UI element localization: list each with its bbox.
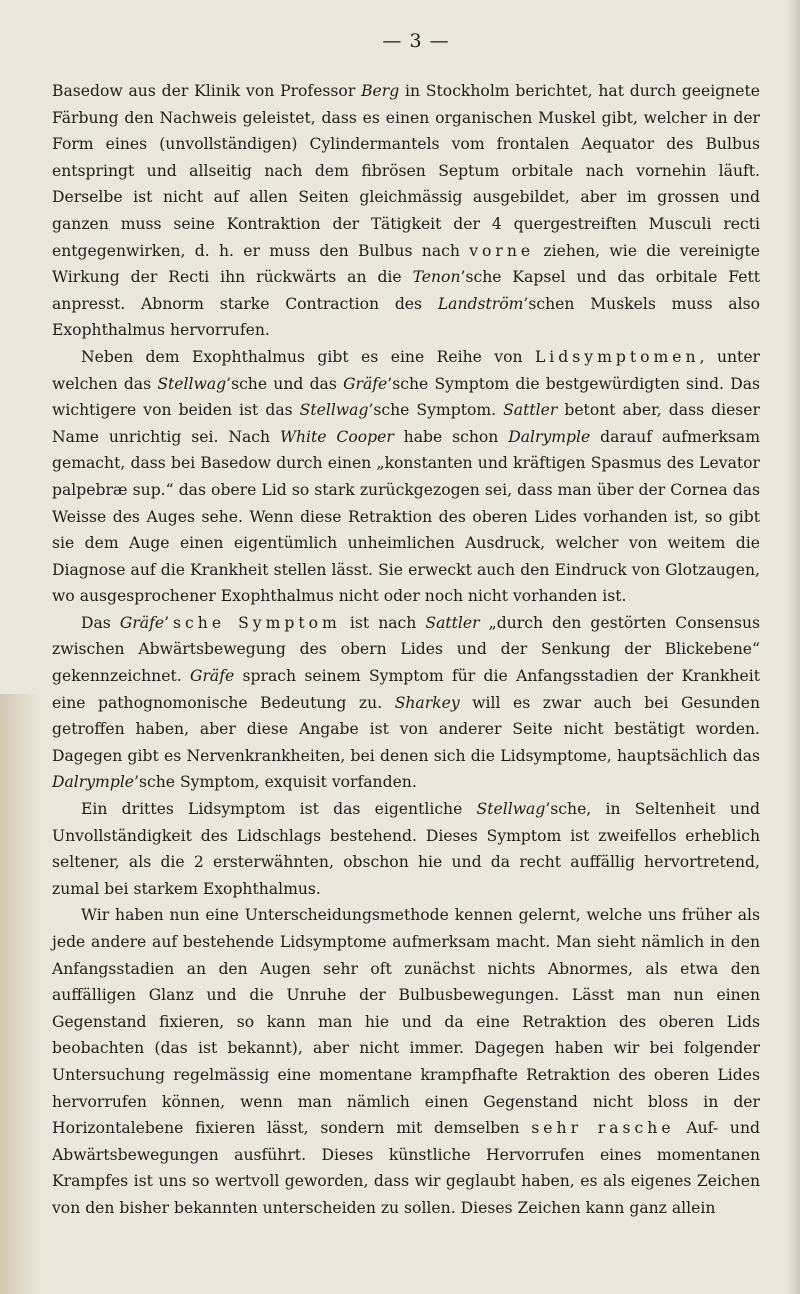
paragraph-3 xyxy=(52,610,760,796)
text-run: ’sche Symptom die bestgewürdigten sind. Das wichtigere von beiden ist das xyxy=(52,374,761,420)
italic-name: Stellwag xyxy=(157,374,227,393)
text-run: ’schen Muskels muss also Exophthalmus hervorrufen. xyxy=(52,294,760,340)
italic-name: White Cooper xyxy=(279,427,394,446)
text-run: darauf aufmerksam gemacht, dass bei Basedow durch einen „konstanten und kräftigen Spasmus des Levator palpebræ sup.“ das obere Lid so stark zurückgezogen sei, dass man über der Cornea das Weisse des Auges sehe. Wenn diese Retraktion des oberen Lides vorhanden ist, so gibt sie dem Auge einen eigentümlich unheimlichen Ausdruck, welcher von weitem die Diagnose auf die Krankheit stellen lässt. Sie erweckt auch den Eindruck von Glotzaugen, wo ausgesprochener Exophthalmus nicht oder noch nicht vorhanden ist. xyxy=(52,427,761,606)
text-run: Basedow aus der Klinik von Professor xyxy=(52,82,362,100)
text-run: sprach seinem Symptom für die Anfangsstadien der Krankheit eine pathognomonische Bedeutung zu. xyxy=(52,667,760,712)
paragraph-2 xyxy=(52,344,760,610)
text-run: Ein drittes Lidsymptom ist das eigentliche xyxy=(81,800,477,819)
text-run: in Stockholm berichtet, hat durch geeignete Färbung den Nachweis geleistet, dass es einen organischen Muskel gibt, welcher in der Form eines (unvollständigen) Cylindermantels vom frontalen Aequator des Bulbus entspringt und allseitig nach dem fibrösen Septum orbitale nach vornehin läuft. Derselbe ist nicht auf allen Seiten gleichmässig ausgebildet, aber im grossen und ganzen muss seine Kontraktion der Tätigkeit der 4 quergestreiften Musculi recti entgegenwirken, d. h. er muss den Bulbus nach xyxy=(52,82,760,260)
italic-name: Dalrymple xyxy=(52,773,135,792)
italic-name: Berg xyxy=(361,82,400,100)
text-run: , unter welchen das xyxy=(52,347,760,393)
italic-name: Tenon xyxy=(412,268,461,287)
spaced-emphasis: Lidsymptomen xyxy=(534,347,700,366)
text-run: will es zwar auch bei Gesunden getroffen haben, aber diese Angabe ist von anderer Seite nicht bestätigt worden. Dagegen gibt es Nervenkrankheiten, bei denen sich die Lidsymptome, hauptsächlich das xyxy=(52,693,760,765)
italic-name: Gräfe xyxy=(343,374,388,393)
text-run: Wir haben nun eine Unterscheidungsmethode kennen gelernt, welche uns früher als jede andere auf bestehende Lidsymptome aufmerksam macht. Man sieht nämlich in den Anfangsstadien an den Augen sehr oft zunächst nichts Abnormes, als etwa den auffälligen Glanz und die Unruhe der Bulbusbewegungen. Lässt man nun einen Gegenstand fixieren, so kann man hie und da eine Retraktion des oberen Lids beobachten (das ist bekannt), aber nicht immer. Dagegen haben wir bei folgender Untersuchung regelmässig eine momentane krampfhafte Retraktion des oberen Lides hervorrufen können, wenn man nämlich einen Gegenstand nicht bloss in der Horizontalebene fixieren lässt, sondern mit demselben xyxy=(52,906,760,1138)
spaced-emphasis: ’sche Symptom xyxy=(164,613,341,632)
italic-name: Dalrymple xyxy=(508,427,591,446)
text-run: Das xyxy=(81,613,120,632)
italic-name: Sharkey xyxy=(394,693,460,712)
italic-name: Gräfe xyxy=(190,667,235,686)
text-run: ist nach xyxy=(340,613,426,632)
italic-name: Gräfe xyxy=(119,613,165,632)
text-run: ziehen, wie die vereinigte Wirkung der Recti ihn rückwärts an die xyxy=(52,241,760,287)
spaced-emphasis: vorne xyxy=(469,241,535,260)
italic-name: Stellwag xyxy=(299,401,369,420)
paragraph-5 xyxy=(52,902,760,1221)
text-run: ’sche Symptom, exquisit vorfanden. xyxy=(134,773,417,792)
text-run: ’sche Symptom. xyxy=(368,401,504,420)
italic-name: Stellwag xyxy=(476,800,546,819)
italic-name: Sattler xyxy=(503,401,558,420)
text-run: ’sche und das xyxy=(226,374,344,393)
text-run: habe schon xyxy=(393,427,509,446)
italic-name: Sattler xyxy=(425,613,480,632)
page-edge-shadow xyxy=(786,0,800,1294)
text-run: „durch den gestörten Consensus zwischen Abwärtsbewegung des obern Lides und der Senkung der Blickebene“ gekennzeichnet. xyxy=(52,613,760,686)
text-run: ’sche Kapsel und das orbitale Fett anpresst. Abnorm starke Contraction des xyxy=(52,268,760,313)
paragraph-1 xyxy=(52,78,760,344)
paragraph-4 xyxy=(52,796,760,902)
text-run: Neben dem Exophthalmus gibt es eine Reihe von xyxy=(81,347,535,366)
italic-name: Landström xyxy=(437,294,524,313)
spaced-emphasis: sehr rasche xyxy=(531,1119,675,1138)
text-run: ’sche, in Seltenheit und Unvollständigkeit des Lidschlags bestehend. Dieses Symptom ist zweifellos erheblich seltener, als die 2 ersterwähnten, obschon hie und da recht auffällig hervortretend, zumal bei starkem Exophthalmus. xyxy=(52,800,760,898)
page-binding-shadow xyxy=(0,694,40,1294)
text-run: betont aber, dass dieser Name unrichtig sei. Nach xyxy=(52,401,760,446)
body-text xyxy=(52,78,760,1222)
page-number: — 3 — xyxy=(382,30,450,52)
text-run: Auf- und Abwärtsbewegungen ausführt. Dieses künstliche Hervorrufen eines momentanen Krampfes ist uns so wertvoll geworden, dass wir geglaubt haben, es als eigenes Zeichen von den bisher bekannten unterscheiden zu sollen. Dieses Zeichen kann ganz allein xyxy=(52,1119,760,1217)
